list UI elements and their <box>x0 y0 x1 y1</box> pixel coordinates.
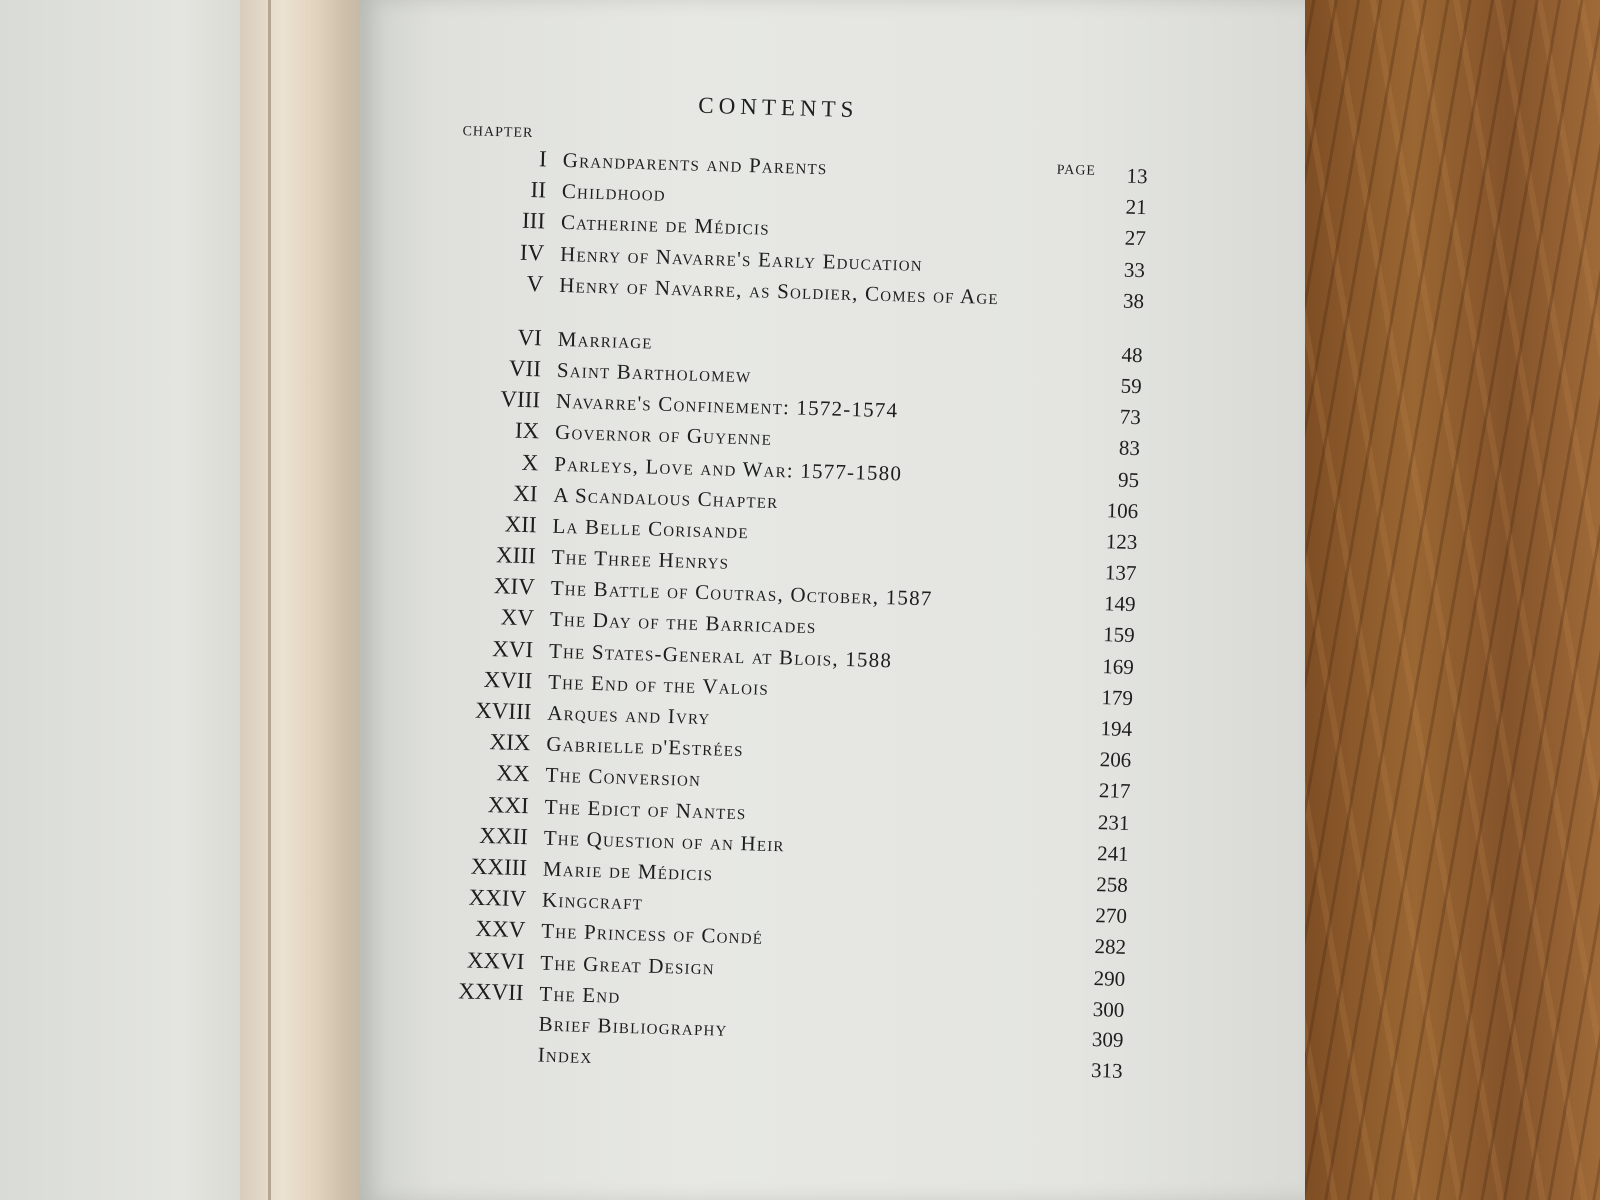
page-number: 21 <box>1125 194 1148 220</box>
chapter-number: XXVI <box>466 947 525 974</box>
chapter-title: Governor of Guyenne <box>554 420 773 451</box>
chapter-title: Parleys, Love and War: 1577-1580 <box>553 451 903 486</box>
chapter-title: Childhood <box>561 179 667 206</box>
chapter-title: Kingcraft <box>541 887 644 915</box>
page-number: 38 <box>1122 288 1145 313</box>
chapter-title: Brief Bibliography <box>538 1011 728 1041</box>
chapter-number: XII <box>504 511 537 538</box>
chapter-title: The Great Design <box>540 950 716 979</box>
page-number: 59 <box>1120 373 1143 399</box>
chapter-number: XX <box>496 760 530 787</box>
chapter-number: XIV <box>493 573 536 600</box>
page-number: 290 <box>1093 965 1126 991</box>
page-number: 241 <box>1096 840 1129 866</box>
chapter-title: Marriage <box>557 326 654 354</box>
page-number: 27 <box>1124 226 1147 251</box>
chapter-number: II <box>530 177 547 203</box>
page-number: 309 <box>1091 1026 1124 1052</box>
chapter-title: The Princess of Condé <box>540 918 764 950</box>
chapter-number: XIX <box>489 729 531 756</box>
chapter-number <box>383 1026 539 1030</box>
chapter-title: The Day of the Barricades <box>549 607 817 639</box>
chapter-number: XV <box>500 604 535 631</box>
chapter-number: XXI <box>487 791 530 818</box>
chapter-title: Grandparents and Parents <box>562 147 828 180</box>
chapter-column-heading: CHAPTER <box>462 124 534 142</box>
contents-block <box>379 75 1169 1176</box>
chapter-number: XXVII <box>458 978 524 1005</box>
chapter-title: Navarre's Confinement: 1572-1574 <box>555 388 899 423</box>
page-number: 13 <box>1126 163 1148 189</box>
page-number: 149 <box>1103 591 1136 617</box>
chapter-title: Gabrielle d'Estrées <box>546 731 745 762</box>
chapter-title: A Scandalous Chapter <box>553 482 779 513</box>
page-number: 169 <box>1102 653 1135 679</box>
chapter-number: XXII <box>479 822 529 849</box>
book-spine <box>240 0 380 1200</box>
chapter-number: XXIII <box>470 853 528 881</box>
chapter-number: XVI <box>491 635 534 662</box>
chapter-number: IV <box>519 239 545 265</box>
wooden-table <box>1290 0 1600 1200</box>
chapter-number: XI <box>512 480 538 507</box>
chapter-number: XXIV <box>468 884 527 912</box>
page-number: 282 <box>1094 934 1127 960</box>
chapter-title: The Conversion <box>545 763 702 792</box>
page-number: 206 <box>1099 747 1132 773</box>
page-number: 33 <box>1123 257 1146 282</box>
chapter-title: Catherine de Médicis <box>560 210 771 241</box>
page-number: 231 <box>1097 809 1130 835</box>
page-number: 270 <box>1095 903 1128 929</box>
contents-title: CONTENTS <box>698 92 859 123</box>
page-number: 83 <box>1118 435 1141 461</box>
chapter-title: The End of the Valois <box>547 669 770 700</box>
page-number: 123 <box>1105 529 1138 554</box>
chapter-title: Index <box>537 1042 593 1069</box>
page-number: 179 <box>1101 684 1134 710</box>
chapter-number: VII <box>508 355 542 382</box>
chapter-title: The Battle of Coutras, October, 1587 <box>550 575 933 611</box>
chapter-title: Henry of Navarre's Early Education <box>559 241 924 276</box>
table-of-contents <box>381 143 1167 1091</box>
chapter-title: The Three Henrys <box>551 544 730 574</box>
page-number: 159 <box>1102 622 1136 648</box>
chapter-title: La Belle Corisande <box>552 513 750 544</box>
chapter-number: XVII <box>483 666 533 694</box>
chapter-title: Marie de Médicis <box>542 856 714 886</box>
page-number: 194 <box>1100 716 1133 742</box>
page-number: 73 <box>1119 404 1142 430</box>
chapter-title: The End <box>539 981 621 1008</box>
page-column-heading: PAGE <box>1056 162 1097 179</box>
page-number: 217 <box>1098 778 1131 804</box>
spine-crease <box>268 0 271 1200</box>
chapter-title: Arques and Ivry <box>547 700 711 730</box>
page-number: 313 <box>1090 1058 1123 1083</box>
page-number: 106 <box>1106 497 1139 523</box>
chapter-title: The Question of an Heir <box>543 825 786 857</box>
chapter-number: XVIII <box>474 697 532 725</box>
page-number: 300 <box>1092 996 1125 1022</box>
chapter-title: The States-General at Blois, 1588 <box>548 638 893 672</box>
chapter-number: XXV <box>475 916 526 943</box>
chapter-title: Saint Bartholomew <box>556 357 752 388</box>
page-number: 48 <box>1121 342 1143 367</box>
chapter-number: XIII <box>495 542 537 569</box>
chapter-title: The Edict of Nantes <box>544 794 747 824</box>
page-number: 95 <box>1117 467 1140 492</box>
chapter-number: III <box>521 208 546 234</box>
chapter-number <box>382 1057 538 1061</box>
chapter-number: IX <box>514 417 540 444</box>
page-number: 137 <box>1104 560 1137 586</box>
chapter-number: I <box>538 146 548 172</box>
chapter-number: VIII <box>500 386 541 413</box>
chapter-number: V <box>526 270 544 297</box>
page-number: 258 <box>1095 872 1129 897</box>
chapter-title: Henry of Navarre, as Soldier, Comes of Age <box>558 272 1000 309</box>
chapter-number: X <box>521 449 539 475</box>
chapter-number: VI <box>517 324 543 351</box>
